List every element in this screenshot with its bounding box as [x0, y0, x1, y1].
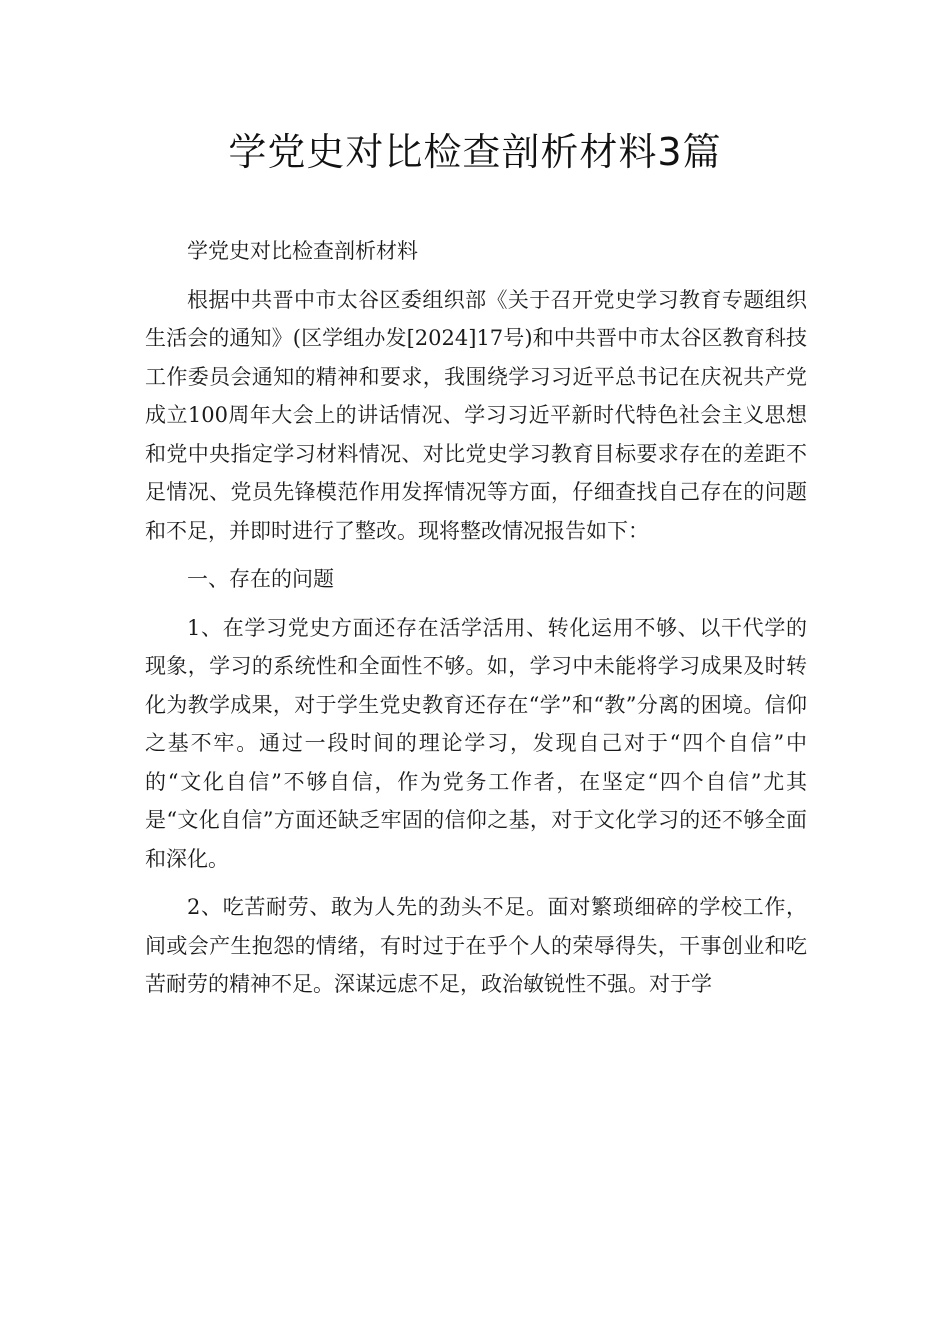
document-body [145, 232, 807, 1014]
section-heading: 一、存在的问题 [187, 567, 334, 591]
subtitle-paragraph: 学党史对比检查剖析材料 [187, 239, 418, 263]
issue-paragraph-2: 2、吃苦耐劳、敢为人先的劲头不足。面对繁琐细碎的学校工作，间或会产生抱怨的情绪，有时过于在乎个人的荣辱得失，干事创业和吃苦耐劳的精神不足。深谋远虑不足，政治敏锐性不强。对于学 [145, 895, 807, 996]
intro-paragraph: 根据中共晋中市太谷区委组织部《关于召开党史学习教育专题组织生活会的通知》(区学组办发[2024]17号)和中共晋中市太谷区教育科技工作委员会通知的精神和要求，我围绕学习习近平总书记在庆祝共产党成立100周年大会上的讲话情况、学习习近平新时代特色社会主义思想和党中央指定学习材料情况、对比党史学习教育目标要求存在的差距不足情况、党员先锋模范作用发挥情况等方面，仔细查找自己存在的问题和不足，并即时进行了整改。现将整改情况报告如下： [145, 287, 807, 543]
issue-paragraph-1: 1、在学习党史方面还存在活学活用、转化运用不够、以干代学的现象，学习的系统性和全面性不够。如，学习中未能将学习成果及时转化为教学成果，对于学生党史教育还存在“学”和“教”分离的困境。信仰之基不牢。通过一段时间的理论学习，发现自己对于“四个自信”中的“文化自信”不够自信，作为党务工作者，在坚定“四个自信”尤其是“文化自信”方面还缺乏牢固的信仰之基，对于文化学习的还不够全面和深化。 [145, 615, 807, 871]
document-title: 学党史对比检查剖析材料3篇 [228, 130, 722, 174]
